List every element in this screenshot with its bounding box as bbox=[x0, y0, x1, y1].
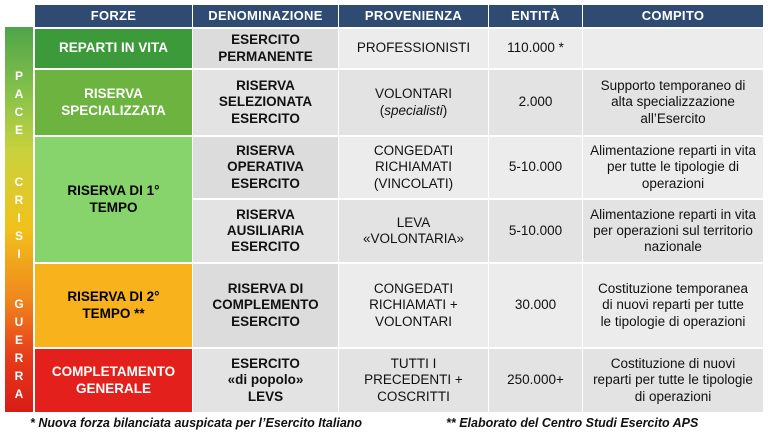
entita-cell: 5-10.000 bbox=[489, 137, 582, 198]
provenienza-cell: TUTTI I PRECEDENTI + COSCRITTI bbox=[339, 349, 488, 412]
header-compito: COMPITO bbox=[583, 5, 763, 27]
entita-cell: 30.000 bbox=[489, 264, 582, 347]
guerra-letter: E bbox=[14, 333, 23, 347]
compito-cell: Alimentazione reparti in vita per operazioni sul territorio nazionale bbox=[583, 200, 763, 262]
footnote-right: ** Elaborato del Centro Studi Esercito APS bbox=[446, 416, 699, 430]
pace-letter: A bbox=[14, 87, 24, 101]
entita-cell: 2.000 bbox=[489, 70, 582, 135]
guerra-letter: R bbox=[14, 351, 24, 365]
denominazione-cell: RISERVA DI COMPLEMENTO ESERCITO bbox=[193, 264, 338, 347]
denominazione-cell: ESERCITO «di popolo» LEVS bbox=[193, 349, 338, 412]
provenienza-note: ( specialisti ) bbox=[379, 102, 448, 118]
header-denominazione: DENOMINAZIONE bbox=[193, 5, 338, 27]
provenienza-cell: LEVA «VOLONTARIA» bbox=[339, 200, 488, 262]
denominazione-cell: RISERVA OPERATIVA ESERCITO bbox=[193, 137, 338, 198]
entita-cell: 250.000+ bbox=[489, 349, 582, 412]
header-forze: FORZE bbox=[35, 5, 192, 27]
denominazione-cell: ESERCITO PERMANENTE bbox=[193, 29, 338, 68]
force-riserva-2-tempo: RISERVA DI 2° TEMPO ** bbox=[35, 264, 192, 347]
compito-cell: Costituzione temporanea di nuovi reparti per tutte le tipologie di operazioni bbox=[583, 264, 763, 347]
header-entita: ENTITÀ bbox=[489, 5, 582, 27]
entita-cell: 5-10.000 bbox=[489, 200, 582, 262]
provenienza-cell bbox=[339, 70, 488, 135]
footnote-left: * Nuova forza bilanciata auspicata per l’Esercito Italiano bbox=[30, 416, 363, 430]
force-riserva-1-tempo: RISERVA DI 1° TEMPO bbox=[35, 137, 192, 262]
header-provenienza: PROVENIENZA bbox=[339, 5, 488, 27]
crisi-letter: R bbox=[14, 193, 24, 207]
phase-sidebar bbox=[5, 27, 33, 412]
denominazione-cell: RISERVA SELEZIONATA ESERCITO bbox=[193, 70, 338, 135]
provenienza-note-text: specialisti bbox=[384, 102, 443, 118]
force-riserva-specializzata: RISERVA SPECIALIZZATA bbox=[35, 70, 192, 135]
provenienza-cell: CONGEDATI RICHIAMATI + VOLONTARI bbox=[339, 264, 488, 347]
crisi-letter: S bbox=[14, 229, 23, 243]
guerra-letter: U bbox=[14, 315, 24, 329]
pace-letter: E bbox=[14, 123, 23, 137]
provenienza-main: VOLONTARI bbox=[374, 86, 452, 102]
entita-cell: 110.000 * bbox=[489, 29, 582, 68]
compito-cell: Costituzione di nuovi reparti per tutte le tipologie di operazioni bbox=[583, 349, 763, 412]
denominazione-cell: RISERVA AUSILIARIA ESERCITO bbox=[193, 200, 338, 262]
crisi-letter: I bbox=[17, 247, 21, 261]
guerra-letter: R bbox=[14, 369, 24, 383]
guerra-letter: A bbox=[14, 387, 24, 401]
guerra-letter: G bbox=[14, 297, 24, 311]
compito-cell: Alimentazione reparti in vita per tutte le tipologie di operazioni bbox=[583, 137, 763, 198]
force-completamento-generale: COMPLETAMENTO GENERALE bbox=[35, 349, 192, 412]
pace-letter: C bbox=[14, 105, 24, 119]
force-reparti-in-vita: REPARTI IN VITA bbox=[35, 29, 192, 68]
crisi-letter: I bbox=[17, 211, 21, 225]
provenienza-cell: CONGEDATI RICHIAMATI (VINCOLATI) bbox=[339, 137, 488, 198]
compito-cell: Supporto temporaneo di alta specializzazione all’Esercito bbox=[583, 70, 763, 135]
crisi-letter: C bbox=[14, 175, 24, 189]
compito-cell bbox=[583, 29, 763, 68]
pace-letter: P bbox=[14, 69, 23, 83]
provenienza-cell: PROFESSIONISTI bbox=[339, 29, 488, 68]
